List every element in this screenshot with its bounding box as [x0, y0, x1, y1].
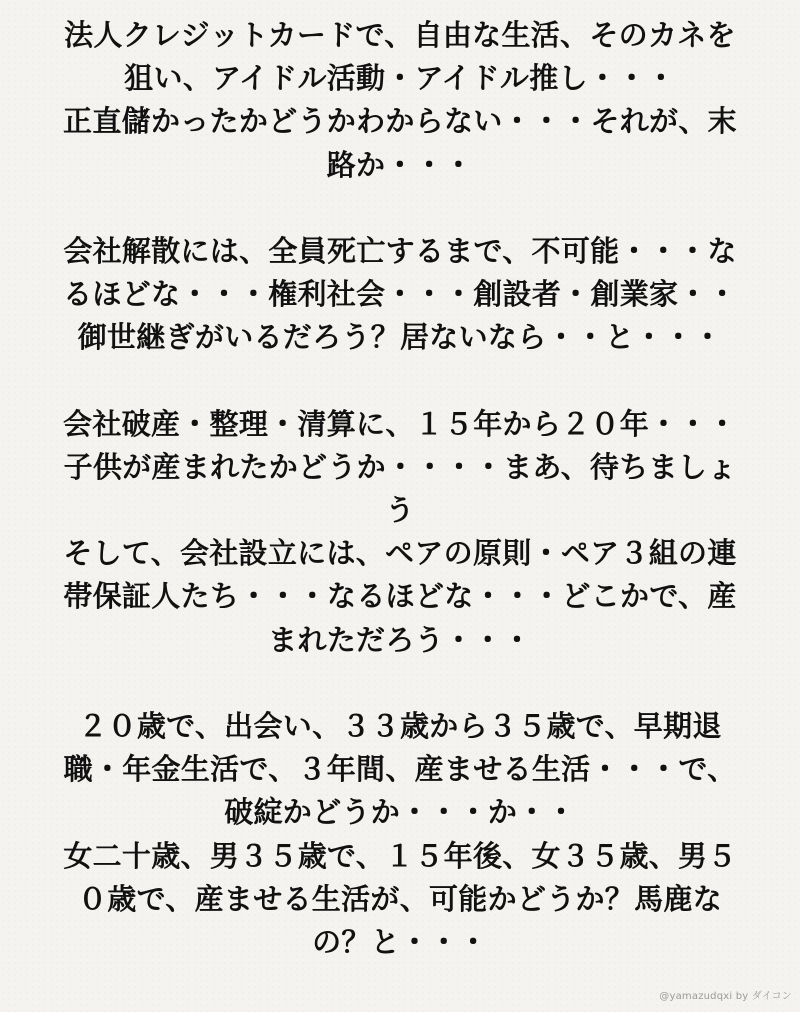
paragraph-gap: [18, 360, 782, 403]
text-line: るほどな・・・権利社会・・・創設者・創業家・・: [63, 277, 737, 312]
text-line: 正直儲かったかどうかわからない・・・それが、末: [63, 104, 737, 139]
text-line: 路か・・・: [326, 147, 474, 182]
text-line: 狙い、アイドル活動・アイドル推し・・・: [124, 61, 676, 96]
text-line: う: [385, 493, 415, 528]
text-line: 女二十歳、男３５歳で、１５年後、女３５歳、男５: [63, 838, 737, 873]
text-line: の？と・・・: [312, 924, 488, 959]
text-line: 会社解散には、全員死亡するまで、不可能・・・な: [63, 233, 737, 268]
text-line: 法人クレジットカードで、自由な生活、そのカネを: [64, 18, 736, 52]
text-line: 職・年金生活で、３年間、産ませる生活・・・で、: [63, 752, 737, 787]
text-line: まれただろう・・・: [268, 622, 532, 657]
paragraph-gap: [18, 187, 782, 230]
text-line: 会社破産・整理・清算に、１５年から２０年・・・: [63, 406, 737, 441]
text-line: ２０歳で、出会い、３３歳から３５歳で、早期退: [78, 709, 722, 743]
text-line: 帯保証人たち・・・なるほどな・・・どこかで、産: [63, 579, 737, 614]
text-line: 破綻かどうか・・・か・・: [224, 795, 576, 830]
text-line: 子供が産まれたかどうか・・・・まあ、待ちましょ: [63, 449, 737, 484]
text-line: 御世継ぎがいるだろう？居ないなら・・と・・・: [77, 320, 723, 355]
text-line: そして、会社設立には、ペアの原則・ペア３組の連: [63, 536, 737, 571]
text-body: [18, 14, 782, 964]
paragraph-gap: [18, 662, 782, 705]
watermark-credit: @yamazudqxi by ダイコン: [659, 991, 792, 1002]
text-line: ０歳で、産ませる生活が、可能かどうか？馬鹿な: [77, 881, 723, 916]
